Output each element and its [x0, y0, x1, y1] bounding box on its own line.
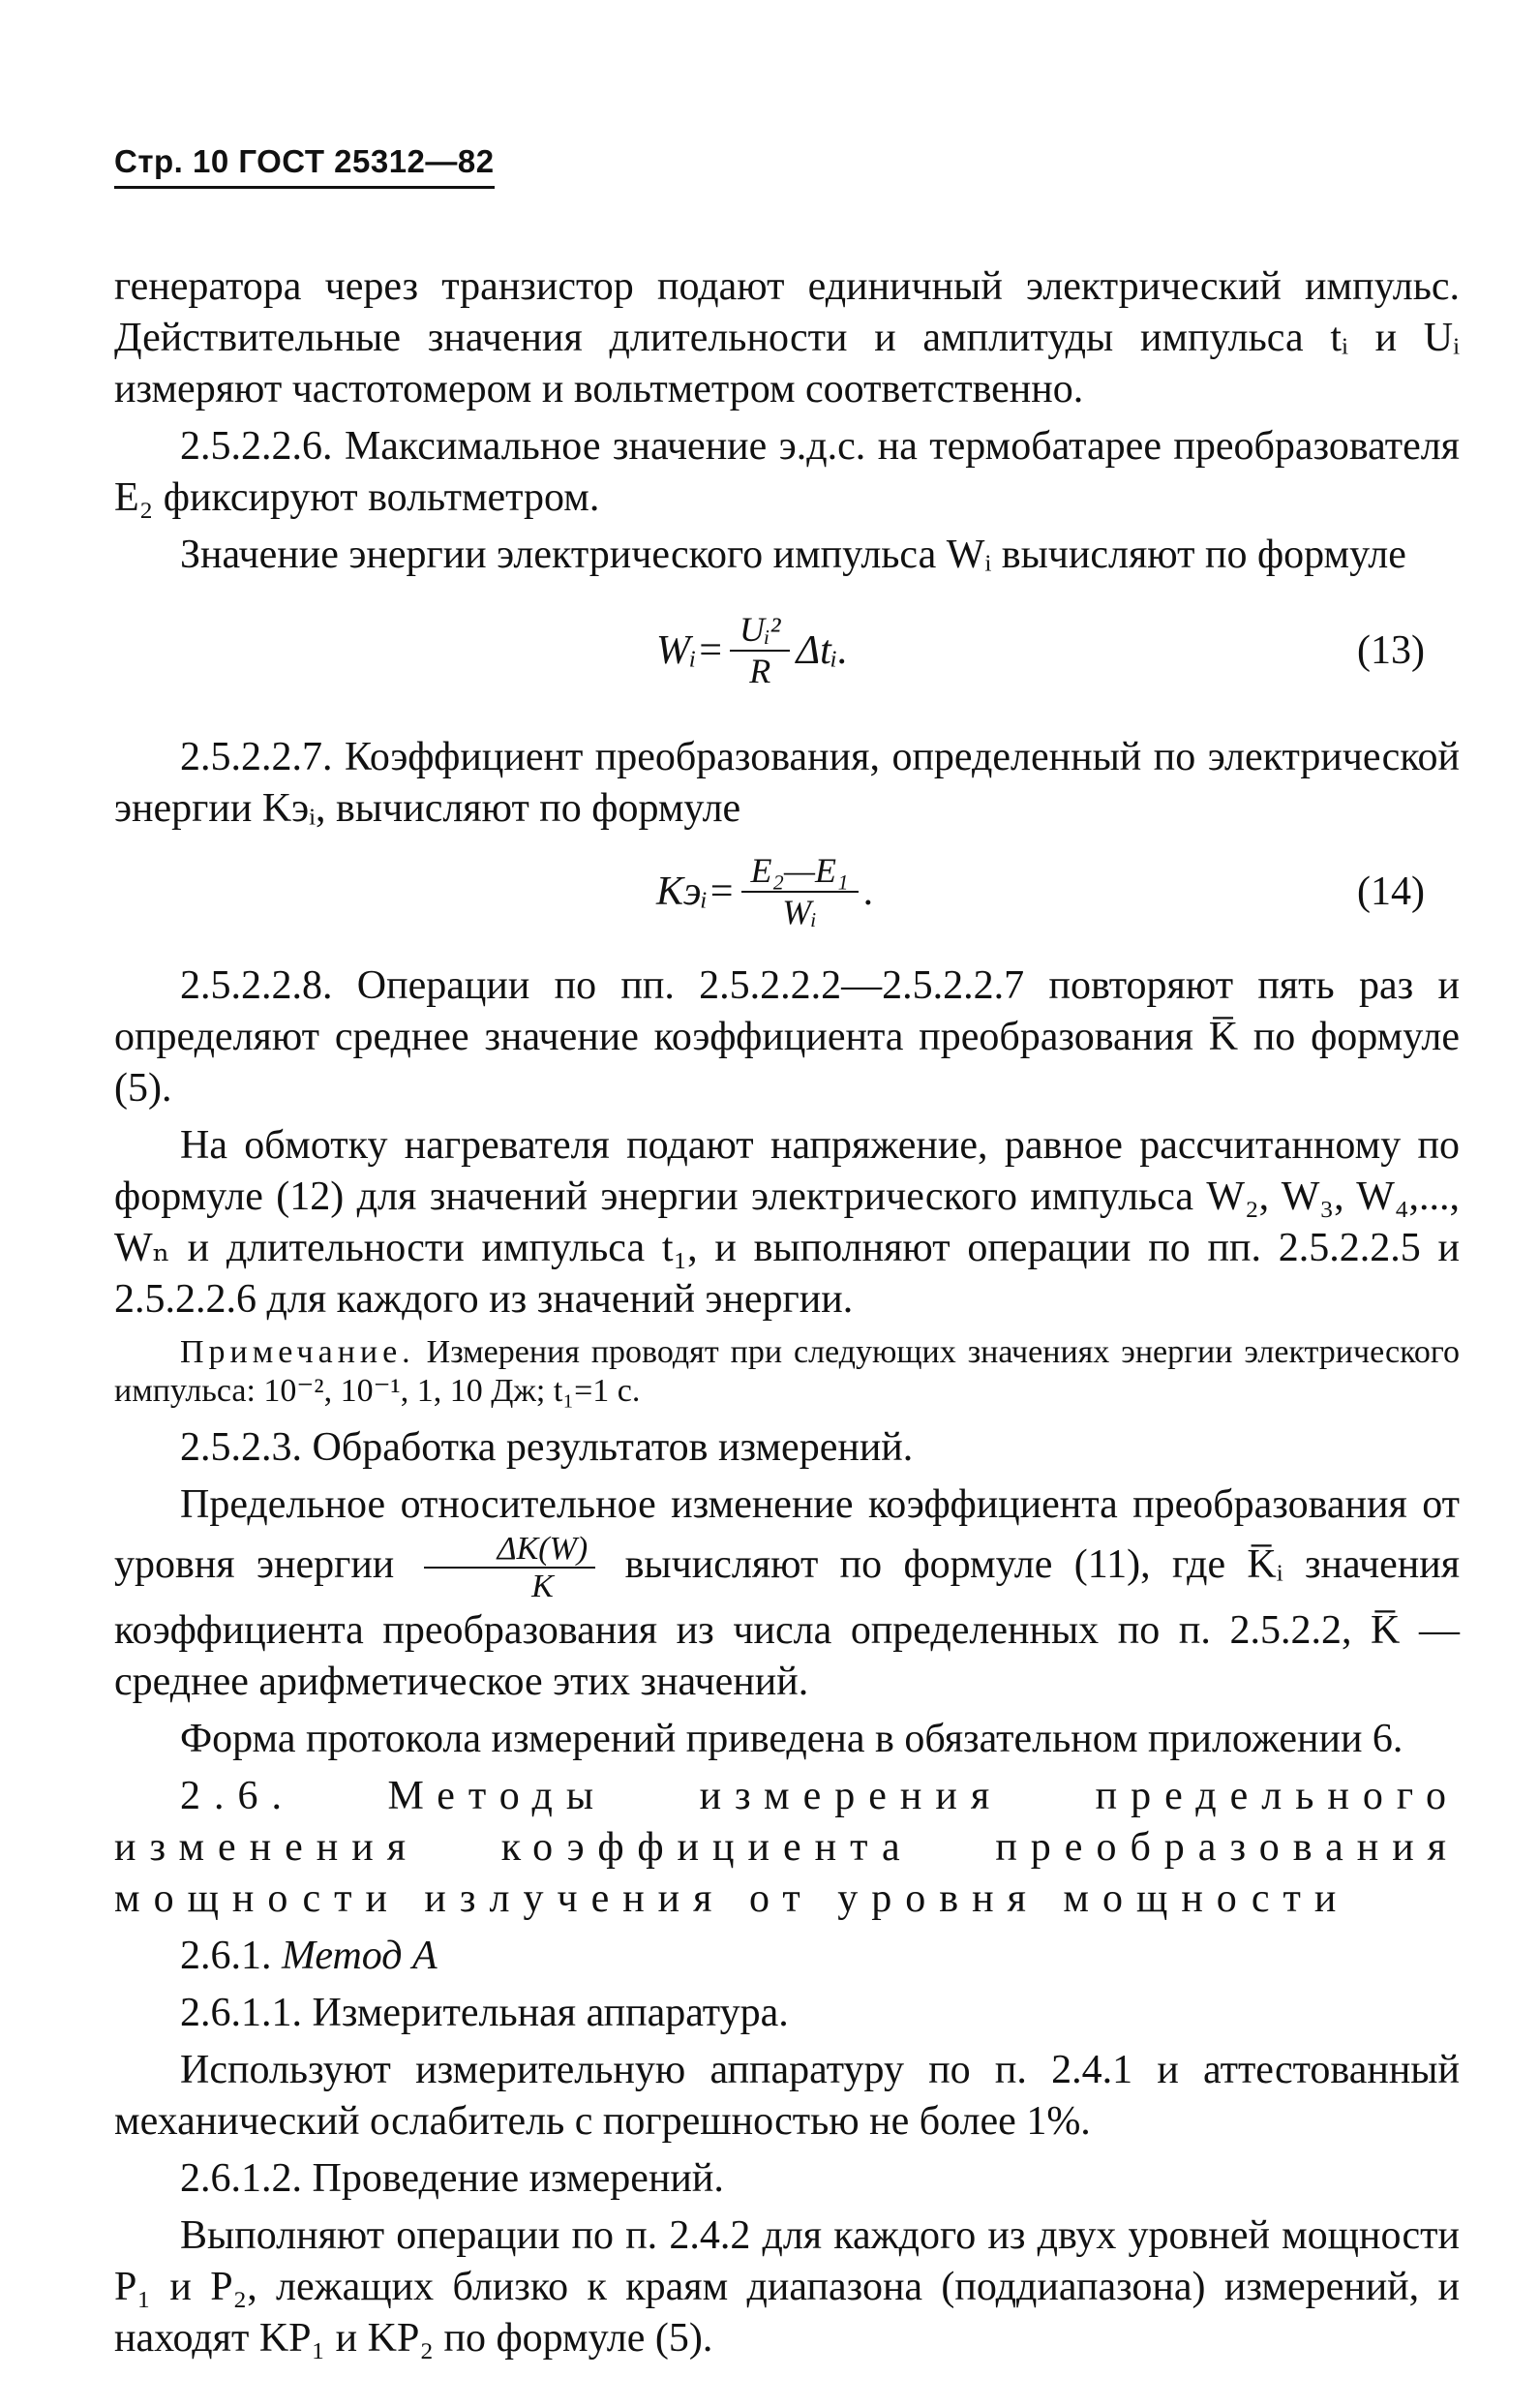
formula-lhs: Wᵢ= [656, 627, 724, 673]
subsection-number: 2.6.1. [180, 1933, 272, 1978]
note-text: Измерения проводят при следующих значениях энергии электрического импульса: 10⁻², 10⁻¹, 1, 10 Дж; t₁=1 с. [114, 1334, 1461, 1409]
paragraph-part: вычисляют по формуле (11), где K̅ᵢ значения коэффициента преобразования из числа определенных по п. 2.5.2.2, K̅ — среднее арифметическое этих значений. [114, 1542, 1461, 1704]
formula-number: (13) [1357, 627, 1425, 673]
formula-lhs: Kэᵢ= [656, 869, 736, 914]
formula-number: (14) [1357, 869, 1425, 914]
subsection-heading [114, 1931, 1460, 1982]
formula-fraction [730, 610, 791, 692]
document-body [114, 261, 1460, 2370]
paragraph: 2.5.2.2.7. Коэффициент преобразования, определенный по электрической энергии Kэᵢ, вычисляют по формуле [114, 735, 1460, 831]
fraction-denominator: R [749, 652, 771, 690]
subsection-title: Метод А [282, 1933, 438, 1978]
page-header: Стр. 10 ГОСТ 25312—82 [114, 143, 495, 189]
paragraph: 2.6.1.1. Измерительная аппаратура. [180, 1990, 789, 2035]
formula-13 [114, 587, 1460, 715]
paragraph: Используют измерительную аппаратуру по п. 2.4.1 и аттестованный механический ослабитель с погрешностью не более 1%. [114, 2047, 1460, 2144]
paragraph-part: Предельное относительное изменение коэффициента преобразования от уровня энергии [114, 1482, 1460, 1588]
paragraph: Значение энергии электрического импульса Wᵢ вычисляют по формуле [180, 533, 1406, 577]
paragraph: 2.6.1.2. Проведение измерений. [180, 2155, 724, 2201]
paragraph: генератора через транзистор подают единичный электрический импульс. Действительные значения длительности и амплитуды импульса tᵢ и Uᵢ измеряют частотомером и вольтметром соответственно. [114, 264, 1460, 411]
formula-14 [114, 840, 1460, 943]
fraction-denominator: Wᵢ [782, 893, 817, 931]
paragraph: 2.5.2.2.8. Операции по пп. 2.5.2.2.2—2.5.2.2.7 повторяют пять раз и определяют среднее значение коэффициента преобразования K̅ по формуле (5). [114, 963, 1460, 1111]
paragraph: Выполняют операции по п. 2.4.2 для каждого из двух уровней мощности P₁ и P₂, лежащих близко к краям диапазона (поддиапазона) измерений, и находят KP₁ и KP₂ по формуле (5). [114, 2212, 1460, 2361]
fraction-numerator: Uᵢ² [730, 610, 791, 652]
paragraph: 2.5.2.2.6. Максимальное значение э.д.с. на термобатарее преобразователя E₂ фиксируют вольтметром. [114, 424, 1460, 520]
paragraph: 2.5.2.3. Обработка результатов измерений. [180, 1425, 914, 1470]
formula-rhs: . [863, 869, 875, 914]
fraction-numerator: ΔK(W) [424, 1531, 596, 1569]
note-label: Примечание. [180, 1334, 415, 1370]
section-heading: 2.6. Методы измерения предельного изменения коэффициента преобразования мощности излучения от уровня мощности [114, 1773, 1460, 1921]
formula-fraction [741, 851, 859, 933]
inline-fraction [424, 1531, 596, 1605]
paragraph: На обмотку нагревателя подают напряжение, равное рассчитанному по формуле (12) для значений энергии электрического импульса W₂, W₃, W₄,..., Wₙ и длительности импульса t₁, и выполняют операции по пп. 2.5.2.2.5 и 2.5.2.2.6 для каждого из значений энергии. [114, 1123, 1460, 1322]
fraction-numerator: E₂—E₁ [741, 851, 859, 893]
fraction-denominator: K [531, 1569, 554, 1605]
paragraph: Форма протокола измерений приведена в обязательном приложении 6. [180, 1716, 1403, 1761]
note [114, 1333, 1460, 1411]
paragraph-with-fraction [114, 1479, 1460, 1708]
formula-rhs: Δtᵢ. [796, 627, 848, 673]
